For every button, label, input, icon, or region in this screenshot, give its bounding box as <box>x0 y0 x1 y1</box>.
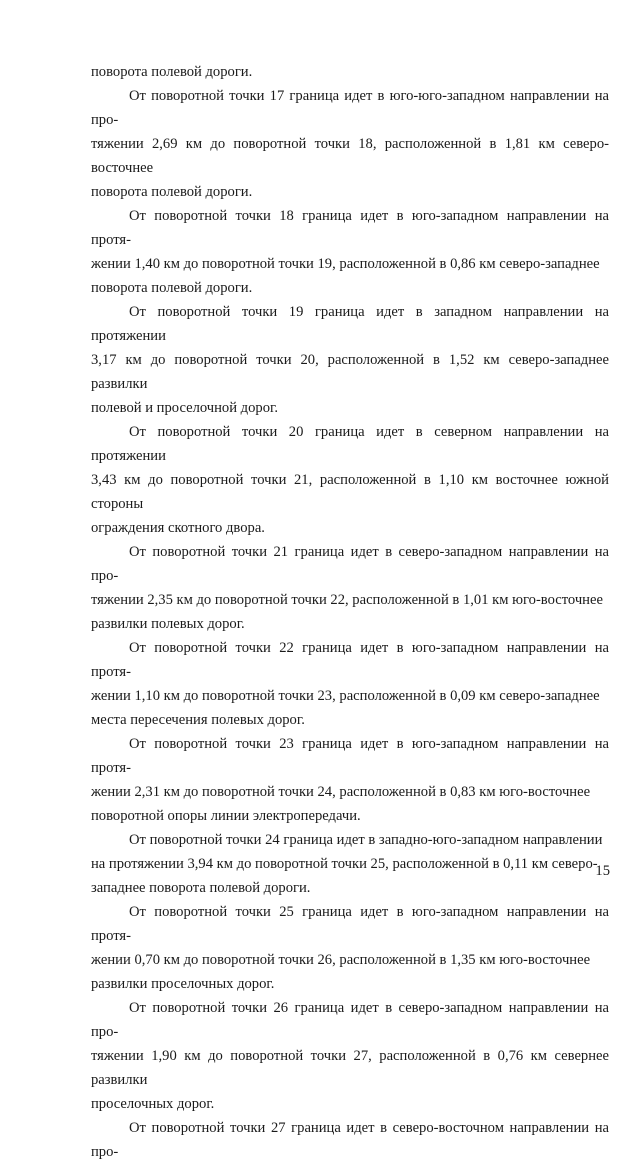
paragraph-8: От поворотной точки 23 граница идет в юго-западном направлении на протя- жении 2,31 км до поворотной точки 24, расположенной в 0,83 км юго-восточнее поворотной опоры линии электропередачи. <box>91 736 609 824</box>
paragraph-7: От поворотной точки 22 граница идет в юго-западном направлении на протя- жении 1,10 км до поворотной точки 23, расположенной в 0,09 км северо-западнее места пересечения полевых дорог. <box>91 640 609 728</box>
paragraph-2: От поворотной точки 17 граница идет в юго-юго-западном направлении на про- тяжении 2,69 км до поворотной точки 18, расположенной в 1,81 км северо-восточнее поворота полевой дороги. <box>91 88 609 200</box>
page-number: 15 <box>595 863 610 879</box>
paragraph-12: От поворотной точки 27 граница идет в северо-восточном направлении на про- <box>91 1120 609 1160</box>
paragraph-1: поворота полевой дороги. <box>91 64 253 80</box>
paragraph-4: От поворотной точки 19 граница идет в западном направлении на протяжении 3,17 км до поворотной точки 20, расположенной в 1,52 км северо-западнее развилки полевой и проселочной дорог. <box>91 304 609 416</box>
body-text <box>91 60 609 1164</box>
paragraph-6: От поворотной точки 21 граница идет в северо-западном направлении на про- тяжении 2,35 км до поворотной точки 22, расположенной в 1,01 км юго-восточнее развилки полевых дорог. <box>91 544 609 632</box>
paragraph-10: От поворотной точки 25 граница идет в юго-западном направлении на протя- жении 0,70 км до поворотной точки 26, расположенной в 1,35 км юго-восточнее развилки проселочных дорог. <box>91 904 609 992</box>
paragraph-9: От поворотной точки 24 граница идет в западно-юго-западном направлении на протяжении 3,94 км до поворотной точки 25, расположенной в 0,11 км северо- западнее поворота полевой дороги. <box>91 832 603 896</box>
paragraph-3: От поворотной точки 18 граница идет в юго-западном направлении на протя- жении 1,40 км до поворотной точки 19, расположенной в 0,86 км северо-западнее поворота полевой дороги. <box>91 208 609 296</box>
paragraph-11: От поворотной точки 26 граница идет в северо-западном направлении на про- тяжении 1,90 км до поворотной точки 27, расположенной в 0,76 км севернее развилки проселочных дорог. <box>91 1000 609 1112</box>
paragraph-5: От поворотной точки 20 граница идет в северном направлении на протяжении 3,43 км до поворотной точки 21, расположенной в 1,10 км восточнее южной стороны ограждения скотного двора. <box>91 424 609 536</box>
